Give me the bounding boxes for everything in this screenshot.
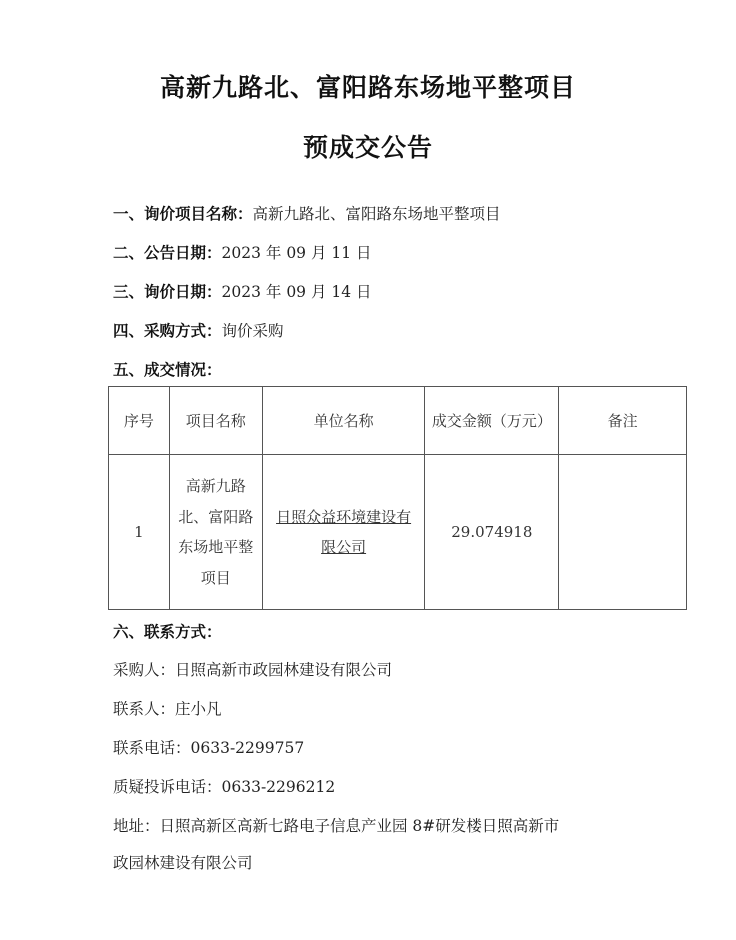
cell-amount: 29.074918 bbox=[425, 455, 559, 610]
section-project-name-value: 高新九路北、富阳路东场地平整项目 bbox=[252, 205, 501, 223]
title-line-1: 高新九路北、富阳路东场地平整项目 bbox=[159, 73, 576, 102]
cell-remark bbox=[559, 455, 687, 610]
section-procurement-method bbox=[113, 319, 284, 341]
project-line: 东场地平整 bbox=[178, 538, 254, 556]
project-line: 项目 bbox=[200, 568, 231, 587]
deal-table bbox=[108, 386, 687, 610]
cell-index: 1 bbox=[109, 455, 170, 610]
contact-phone: 联系电话：0633-2299757 bbox=[113, 739, 305, 757]
project-line: 高新九路 bbox=[185, 477, 246, 495]
header-company-name: 单位名称 bbox=[262, 387, 425, 455]
contact-person: 联系人：庄小凡 bbox=[113, 700, 222, 718]
project-line: 北、富阳路 bbox=[178, 507, 254, 526]
cell-company-name bbox=[262, 455, 425, 610]
section-project-name bbox=[113, 202, 501, 224]
table-row bbox=[109, 455, 687, 610]
title-line-2: 预成交公告 bbox=[302, 133, 433, 162]
contact-address-line-2: 政园林建设有限公司 bbox=[113, 854, 253, 872]
company-line: 限公司 bbox=[321, 538, 367, 556]
contact-address-line-1: 地址：日照高新区高新七路电子信息产业园 8#研发楼日照高新市 bbox=[113, 817, 560, 835]
contact-heading-label: 六、联系方式： bbox=[113, 623, 222, 641]
contact-heading bbox=[113, 620, 222, 642]
contact-buyer: 采购人：日照高新市政园林建设有限公司 bbox=[113, 661, 393, 679]
section-project-name-label: 一、询价项目名称： bbox=[113, 205, 253, 223]
section-announce-date-value: 2023 年 09 月 11 日 bbox=[221, 244, 372, 262]
header-project-name: 项目名称 bbox=[169, 387, 262, 455]
header-index: 序号 bbox=[109, 387, 170, 455]
section-procurement-method-label: 四、采购方式： bbox=[113, 322, 222, 340]
section-announce-date bbox=[113, 241, 372, 263]
contact-complaint-phone: 质疑投诉电话：0633-2296212 bbox=[113, 778, 336, 796]
section-inquiry-date-value: 2023 年 09 月 14 日 bbox=[221, 283, 372, 301]
table-header-row bbox=[109, 387, 687, 455]
section-announce-date-label: 二、公告日期： bbox=[113, 244, 222, 262]
section-inquiry-date bbox=[113, 280, 372, 302]
section-deal-status-label: 五、成交情况： bbox=[113, 361, 222, 379]
section-deal-status bbox=[113, 358, 222, 380]
section-procurement-method-value: 询价采购 bbox=[221, 322, 284, 340]
section-inquiry-date-label: 三、询价日期： bbox=[113, 283, 222, 301]
header-remark: 备注 bbox=[559, 387, 687, 455]
cell-project-name bbox=[169, 455, 262, 610]
company-line: 日照众益环境建设有 bbox=[276, 507, 412, 526]
header-amount: 成交金额（万元） bbox=[425, 387, 559, 455]
